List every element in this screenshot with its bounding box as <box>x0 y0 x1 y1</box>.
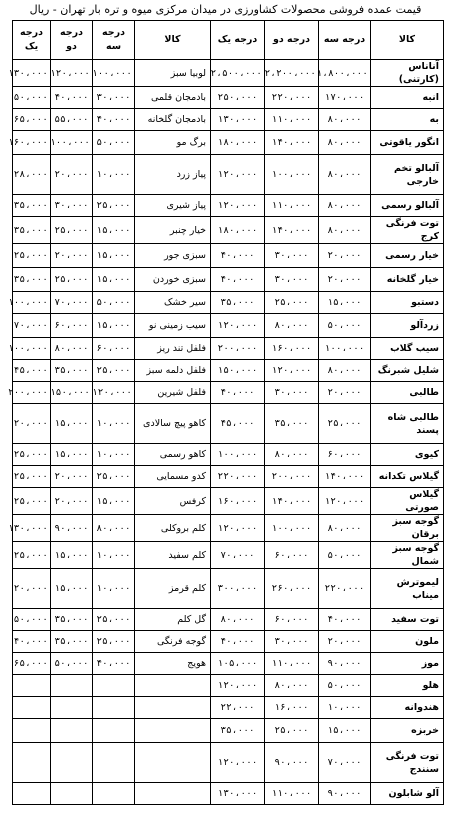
fruit-grade1-cell: ۱۰۰،۰۰۰ <box>211 444 265 466</box>
fruit-name-cell: گوجه سبز برقان <box>371 515 444 542</box>
fruit-name-cell: گیلاس صورتی <box>371 488 444 515</box>
veg-grade2-cell <box>51 697 93 719</box>
fruit-name-cell: آلبالو تخم خارجی <box>371 155 444 195</box>
veg-grade2-cell: ۸۰،۰۰۰ <box>51 338 93 360</box>
veg-grade1-cell: ۲۵،۰۰۰ <box>13 444 51 466</box>
veg-grade3-cell: ۸۰،۰۰۰ <box>93 515 135 542</box>
fruit-grade2-cell: ۲،۲۰۰،۰۰۰ <box>265 60 319 87</box>
fruit-grade3-cell: ۱۰۰،۰۰۰ <box>319 338 371 360</box>
veg-grade1-cell: ۵۰،۰۰۰ <box>13 87 51 109</box>
fruit-grade1-cell: ۱۲۰،۰۰۰ <box>211 195 265 217</box>
fruit-grade3-cell: ۲۰،۰۰۰ <box>319 631 371 653</box>
veg-grade3-cell <box>93 719 135 743</box>
table-row <box>13 268 444 292</box>
fruit-grade1-cell: ۱۲۰،۰۰۰ <box>211 155 265 195</box>
veg-name-cell: فلفل شیرین <box>135 382 211 404</box>
fruit-grade2-cell: ۱۰۰،۰۰۰ <box>265 155 319 195</box>
veg-grade2-cell: ۲۰،۰۰۰ <box>51 244 93 268</box>
fruit-grade3-cell: ۹۰،۰۰۰ <box>319 653 371 675</box>
veg-name-cell: کاهو رسمی <box>135 444 211 466</box>
table-row <box>13 244 444 268</box>
veg-grade3-cell <box>93 743 135 783</box>
veg-name-cell: کدو مسمایی <box>135 466 211 488</box>
page-title: قیمت عمده فروشی محصولات کشاورزی در میدان مرکزی میوه و تره بار تهران - ریال <box>29 3 422 16</box>
veg-grade3-cell <box>93 675 135 697</box>
veg-grade1-cell: ۳۵،۰۰۰ <box>13 195 51 217</box>
table-row <box>13 109 444 131</box>
table-row <box>13 360 444 382</box>
veg-grade3-cell: ۴۰،۰۰۰ <box>93 653 135 675</box>
table-row <box>13 217 444 244</box>
header-fruit-grade1: درجه یک <box>211 21 265 60</box>
fruit-grade2-cell: ۳۰،۰۰۰ <box>265 244 319 268</box>
table-row <box>13 783 444 805</box>
veg-grade3-cell: ۲۵،۰۰۰ <box>93 195 135 217</box>
veg-grade3-cell: ۵۰،۰۰۰ <box>93 131 135 155</box>
table-row <box>13 195 444 217</box>
fruit-name-cell: طالبی شاه پسند <box>371 404 444 444</box>
table-row <box>13 719 444 743</box>
veg-name-cell: هویج <box>135 653 211 675</box>
veg-grade2-cell: ۴۰،۰۰۰ <box>51 87 93 109</box>
fruit-grade1-cell: ۳۰۰،۰۰۰ <box>211 569 265 609</box>
fruit-grade2-cell: ۳۰،۰۰۰ <box>265 268 319 292</box>
veg-name-cell: سیر خشک <box>135 292 211 314</box>
table-row <box>13 466 444 488</box>
fruit-grade3-cell: ۵۰،۰۰۰ <box>319 675 371 697</box>
fruit-grade2-cell: ۸۰،۰۰۰ <box>265 314 319 338</box>
fruit-name-cell: هندوانه <box>371 697 444 719</box>
fruit-grade1-cell: ۱۲۰،۰۰۰ <box>211 743 265 783</box>
table-row <box>13 675 444 697</box>
fruit-grade3-cell: ۲۰،۰۰۰ <box>319 268 371 292</box>
veg-grade1-cell: ۲۵،۰۰۰ <box>13 466 51 488</box>
table-row <box>13 542 444 569</box>
fruit-grade1-cell: ۲،۵۰۰،۰۰۰ <box>211 60 265 87</box>
veg-name-cell: سبزی خوردن <box>135 268 211 292</box>
fruit-grade2-cell: ۳۰،۰۰۰ <box>265 631 319 653</box>
fruit-grade3-cell: ۴۰،۰۰۰ <box>319 609 371 631</box>
veg-name-cell <box>135 743 211 783</box>
table-row <box>13 131 444 155</box>
veg-grade3-cell: ۱۵،۰۰۰ <box>93 488 135 515</box>
veg-name-cell <box>135 719 211 743</box>
veg-grade2-cell: ۳۰،۰۰۰ <box>51 195 93 217</box>
table-row <box>13 60 444 87</box>
veg-grade3-cell: ۱۵،۰۰۰ <box>93 244 135 268</box>
fruit-grade2-cell: ۲۵،۰۰۰ <box>265 292 319 314</box>
header-row <box>13 21 444 60</box>
veg-grade2-cell: ۲۵،۰۰۰ <box>51 217 93 244</box>
fruit-grade3-cell: ۲۰،۰۰۰ <box>319 382 371 404</box>
table-row <box>13 609 444 631</box>
fruit-name-cell: آناناس (کارتنی) <box>371 60 444 87</box>
fruit-grade2-cell: ۱۲۰،۰۰۰ <box>265 360 319 382</box>
veg-grade1-cell: ۲۵،۰۰۰ <box>13 244 51 268</box>
veg-grade1-cell <box>13 783 51 805</box>
veg-grade2-cell <box>51 783 93 805</box>
veg-name-cell: کاهو پیچ سالادی <box>135 404 211 444</box>
fruit-grade2-cell: ۳۰،۰۰۰ <box>265 382 319 404</box>
veg-grade1-cell: ۲۰،۰۰۰ <box>13 569 51 609</box>
fruit-name-cell: گوجه سبز شمال <box>371 542 444 569</box>
veg-grade2-cell: ۱۵،۰۰۰ <box>51 569 93 609</box>
veg-grade3-cell: ۴۰،۰۰۰ <box>93 109 135 131</box>
header-veg-grade2: درجه دو <box>51 21 93 60</box>
veg-name-cell: پیاز زرد <box>135 155 211 195</box>
fruit-name-cell: خربزه <box>371 719 444 743</box>
table-row <box>13 87 444 109</box>
veg-grade3-cell: ۱۰،۰۰۰ <box>93 404 135 444</box>
fruit-grade3-cell: ۱،۸۰۰،۰۰۰ <box>319 60 371 87</box>
header-fruit-name: کالا <box>371 21 444 60</box>
fruit-grade2-cell: ۱۴۰،۰۰۰ <box>265 131 319 155</box>
fruit-grade3-cell: ۸۰،۰۰۰ <box>319 217 371 244</box>
fruit-name-cell: دستبو <box>371 292 444 314</box>
veg-grade3-cell: ۱۵،۰۰۰ <box>93 268 135 292</box>
fruit-name-cell: طالبی <box>371 382 444 404</box>
fruit-name-cell: انبه <box>371 87 444 109</box>
fruit-grade2-cell: ۶۰،۰۰۰ <box>265 609 319 631</box>
fruit-grade1-cell: ۴۰،۰۰۰ <box>211 268 265 292</box>
veg-name-cell <box>135 675 211 697</box>
veg-grade1-cell: ۲۸،۰۰۰ <box>13 155 51 195</box>
fruit-grade1-cell: ۱۲۰،۰۰۰ <box>211 515 265 542</box>
fruit-grade3-cell: ۶۰،۰۰۰ <box>319 444 371 466</box>
table-row <box>13 292 444 314</box>
veg-grade1-cell <box>13 743 51 783</box>
veg-grade1-cell <box>13 675 51 697</box>
veg-name-cell: فلفل دلمه سبز <box>135 360 211 382</box>
veg-grade3-cell: ۲۵،۰۰۰ <box>93 360 135 382</box>
veg-name-cell: برگ مو <box>135 131 211 155</box>
fruit-name-cell: آلو شابلون <box>371 783 444 805</box>
fruit-grade2-cell: ۱۱۰،۰۰۰ <box>265 653 319 675</box>
veg-grade3-cell: ۱۰،۰۰۰ <box>93 569 135 609</box>
fruit-name-cell: لیموترش میناب <box>371 569 444 609</box>
veg-name-cell: کلم بروکلی <box>135 515 211 542</box>
table-row <box>13 155 444 195</box>
veg-grade1-cell: ۷۰،۰۰۰ <box>13 314 51 338</box>
veg-grade3-cell: ۶۰،۰۰۰ <box>93 338 135 360</box>
veg-name-cell: پیاز شیری <box>135 195 211 217</box>
veg-grade2-cell: ۱۰۰،۰۰۰ <box>51 131 93 155</box>
veg-grade1-cell: ۱۰۰،۰۰۰ <box>13 292 51 314</box>
fruit-grade2-cell: ۱۰۰،۰۰۰ <box>265 515 319 542</box>
header-fruit-grade2: درجه دو <box>265 21 319 60</box>
fruit-grade3-cell: ۱۴۰،۰۰۰ <box>319 466 371 488</box>
fruit-name-cell: هلو <box>371 675 444 697</box>
veg-name-cell: گل کلم <box>135 609 211 631</box>
veg-name-cell: فلفل تند ریز <box>135 338 211 360</box>
veg-grade3-cell: ۱۵،۰۰۰ <box>93 314 135 338</box>
fruit-grade2-cell: ۱۱۰،۰۰۰ <box>265 109 319 131</box>
fruit-name-cell: توت فرنگی سنندج <box>371 743 444 783</box>
fruit-grade1-cell: ۲۰۰،۰۰۰ <box>211 338 265 360</box>
veg-grade3-cell: ۲۵،۰۰۰ <box>93 631 135 653</box>
fruit-name-cell: توت فرنگی کرج <box>371 217 444 244</box>
veg-grade2-cell: ۱۵،۰۰۰ <box>51 444 93 466</box>
veg-grade3-cell: ۲۵،۰۰۰ <box>93 466 135 488</box>
fruit-grade3-cell: ۷۰،۰۰۰ <box>319 743 371 783</box>
veg-grade3-cell: ۳۰،۰۰۰ <box>93 87 135 109</box>
veg-grade1-cell: ۲۰،۰۰۰ <box>13 404 51 444</box>
fruit-name-cell: به <box>371 109 444 131</box>
header-veg-grade1: درجه یک <box>13 21 51 60</box>
veg-name-cell: گوجه فرنگی <box>135 631 211 653</box>
table-row <box>13 404 444 444</box>
fruit-grade3-cell: ۲۰،۰۰۰ <box>319 244 371 268</box>
veg-name-cell: سیب زمینی نو <box>135 314 211 338</box>
fruit-grade1-cell: ۴۰،۰۰۰ <box>211 382 265 404</box>
fruit-grade3-cell: ۸۰،۰۰۰ <box>319 195 371 217</box>
table-row <box>13 382 444 404</box>
fruit-grade3-cell: ۸۰،۰۰۰ <box>319 109 371 131</box>
table-row <box>13 653 444 675</box>
veg-grade2-cell: ۲۰،۰۰۰ <box>51 155 93 195</box>
fruit-grade2-cell: ۸۰،۰۰۰ <box>265 675 319 697</box>
veg-grade3-cell: ۱۵،۰۰۰ <box>93 217 135 244</box>
veg-grade3-cell: ۱۲۰،۰۰۰ <box>93 382 135 404</box>
veg-grade1-cell: ۲۵،۰۰۰ <box>13 488 51 515</box>
fruit-grade1-cell: ۲۲۰،۰۰۰ <box>211 466 265 488</box>
fruit-grade3-cell: ۸۰،۰۰۰ <box>319 515 371 542</box>
fruit-grade2-cell: ۱۱۰،۰۰۰ <box>265 783 319 805</box>
fruit-grade1-cell: ۸۰،۰۰۰ <box>211 609 265 631</box>
veg-grade1-cell: ۱۳۰،۰۰۰ <box>13 60 51 87</box>
veg-grade2-cell: ۶۰،۰۰۰ <box>51 314 93 338</box>
fruit-grade2-cell: ۱۴۰،۰۰۰ <box>265 488 319 515</box>
table-row <box>13 697 444 719</box>
fruit-name-cell: آلبالو رسمی <box>371 195 444 217</box>
veg-grade2-cell: ۱۲۰،۰۰۰ <box>51 60 93 87</box>
veg-grade3-cell: ۱۰،۰۰۰ <box>93 444 135 466</box>
fruit-grade1-cell: ۱۲۰،۰۰۰ <box>211 314 265 338</box>
fruit-grade2-cell: ۶۰،۰۰۰ <box>265 542 319 569</box>
fruit-grade1-cell: ۱۸۰،۰۰۰ <box>211 131 265 155</box>
fruit-grade2-cell: ۲۲۰،۰۰۰ <box>265 87 319 109</box>
veg-grade2-cell: ۱۵۰،۰۰۰ <box>51 382 93 404</box>
fruit-name-cell: شلیل شبرنگ <box>371 360 444 382</box>
fruit-grade3-cell: ۱۷۰،۰۰۰ <box>319 87 371 109</box>
veg-grade2-cell: ۲۰،۰۰۰ <box>51 466 93 488</box>
veg-grade3-cell: ۱۰،۰۰۰ <box>93 542 135 569</box>
veg-grade2-cell: ۲۰،۰۰۰ <box>51 488 93 515</box>
fruit-grade1-cell: ۳۵،۰۰۰ <box>211 292 265 314</box>
veg-name-cell <box>135 783 211 805</box>
fruit-grade1-cell: ۴۵،۰۰۰ <box>211 404 265 444</box>
fruit-grade1-cell: ۴۰،۰۰۰ <box>211 631 265 653</box>
table-row <box>13 488 444 515</box>
fruit-name-cell: خیار گلخانه <box>371 268 444 292</box>
fruit-name-cell: ملون <box>371 631 444 653</box>
veg-grade1-cell: ۱۰۰،۰۰۰ <box>13 338 51 360</box>
fruit-name-cell: خیار رسمی <box>371 244 444 268</box>
fruit-grade1-cell: ۱۰۵،۰۰۰ <box>211 653 265 675</box>
fruit-grade3-cell: ۲۵،۰۰۰ <box>319 404 371 444</box>
fruit-name-cell: سیب گلاب <box>371 338 444 360</box>
veg-grade1-cell: ۲۰۰،۰۰۰ <box>13 382 51 404</box>
veg-name-cell: خیار چنبر <box>135 217 211 244</box>
header-fruit-grade3: درجه سه <box>319 21 371 60</box>
fruit-grade1-cell: ۱۳۰،۰۰۰ <box>211 109 265 131</box>
veg-grade2-cell <box>51 719 93 743</box>
fruit-grade1-cell: ۲۵۰،۰۰۰ <box>211 87 265 109</box>
fruit-name-cell: کیوی <box>371 444 444 466</box>
veg-grade3-cell: ۵۰،۰۰۰ <box>93 292 135 314</box>
veg-grade3-cell <box>93 783 135 805</box>
veg-grade3-cell: ۱۰۰،۰۰۰ <box>93 60 135 87</box>
veg-grade2-cell: ۳۵،۰۰۰ <box>51 609 93 631</box>
veg-grade2-cell <box>51 743 93 783</box>
fruit-grade1-cell: ۷۰،۰۰۰ <box>211 542 265 569</box>
fruit-grade2-cell: ۲۵،۰۰۰ <box>265 719 319 743</box>
fruit-name-cell: توت سفید <box>371 609 444 631</box>
veg-name-cell: کرفس <box>135 488 211 515</box>
fruit-grade3-cell: ۸۰،۰۰۰ <box>319 131 371 155</box>
veg-grade3-cell: ۱۰،۰۰۰ <box>93 155 135 195</box>
veg-name-cell: بادمجان قلمی <box>135 87 211 109</box>
veg-grade1-cell: ۶۵،۰۰۰ <box>13 109 51 131</box>
table-row <box>13 743 444 783</box>
fruit-grade1-cell: ۱۲۰،۰۰۰ <box>211 675 265 697</box>
veg-grade1-cell: ۳۵،۰۰۰ <box>13 217 51 244</box>
table-body <box>7 60 444 805</box>
veg-grade1-cell: ۴۵،۰۰۰ <box>13 360 51 382</box>
fruit-grade3-cell: ۸۰،۰۰۰ <box>319 360 371 382</box>
veg-name-cell <box>135 697 211 719</box>
veg-name-cell: کلم سفید <box>135 542 211 569</box>
fruit-grade3-cell: ۸۰،۰۰۰ <box>319 155 371 195</box>
veg-grade1-cell: ۴۰،۰۰۰ <box>13 631 51 653</box>
fruit-grade3-cell: ۵۰،۰۰۰ <box>319 542 371 569</box>
veg-name-cell: بادمجان گلخانه <box>135 109 211 131</box>
veg-grade2-cell: ۱۵،۰۰۰ <box>51 542 93 569</box>
fruit-grade3-cell: ۱۵،۰۰۰ <box>319 719 371 743</box>
veg-grade1-cell: ۲۵،۰۰۰ <box>13 542 51 569</box>
veg-grade1-cell: ۱۳۰،۰۰۰ <box>13 515 51 542</box>
table-row <box>13 444 444 466</box>
fruit-grade2-cell: ۸۰،۰۰۰ <box>265 444 319 466</box>
fruit-grade1-cell: ۱۵۰،۰۰۰ <box>211 360 265 382</box>
veg-grade3-cell <box>93 697 135 719</box>
fruit-grade1-cell: ۴۰،۰۰۰ <box>211 244 265 268</box>
fruit-grade3-cell: ۱۰،۰۰۰ <box>319 697 371 719</box>
fruit-grade1-cell: ۱۳۰،۰۰۰ <box>211 783 265 805</box>
veg-grade3-cell: ۲۵،۰۰۰ <box>93 609 135 631</box>
veg-name-cell: لوبیا سبز <box>135 60 211 87</box>
veg-grade2-cell: ۷۰،۰۰۰ <box>51 292 93 314</box>
table-row <box>13 631 444 653</box>
veg-grade1-cell: ۱۶۰،۰۰۰ <box>13 131 51 155</box>
veg-grade2-cell <box>51 675 93 697</box>
fruit-grade1-cell: ۱۸۰،۰۰۰ <box>211 217 265 244</box>
fruit-grade3-cell: ۱۲۰،۰۰۰ <box>319 488 371 515</box>
fruit-grade2-cell: ۳۵،۰۰۰ <box>265 404 319 444</box>
table-row <box>13 338 444 360</box>
fruit-grade2-cell: ۱۶۰،۰۰۰ <box>265 338 319 360</box>
veg-grade1-cell <box>13 697 51 719</box>
veg-grade2-cell: ۹۰،۰۰۰ <box>51 515 93 542</box>
veg-grade1-cell: ۳۵،۰۰۰ <box>13 268 51 292</box>
fruit-grade2-cell: ۱۴۰،۰۰۰ <box>265 217 319 244</box>
fruit-name-cell: انگور یاقوتی <box>371 131 444 155</box>
veg-grade2-cell: ۵۰،۰۰۰ <box>51 653 93 675</box>
fruit-name-cell: موز <box>371 653 444 675</box>
veg-grade2-cell: ۳۵،۰۰۰ <box>51 360 93 382</box>
fruit-grade2-cell: ۱۶،۰۰۰ <box>265 697 319 719</box>
header-veg-name: کالا <box>135 21 211 60</box>
fruit-grade2-cell: ۹۰،۰۰۰ <box>265 743 319 783</box>
fruit-name-cell: گیلاس تکدانه <box>371 466 444 488</box>
veg-name-cell: کلم قرمز <box>135 569 211 609</box>
veg-grade1-cell <box>13 719 51 743</box>
fruit-grade1-cell: ۲۲،۰۰۰ <box>211 697 265 719</box>
veg-name-cell: سبزی جور <box>135 244 211 268</box>
fruit-grade2-cell: ۲۰۰،۰۰۰ <box>265 466 319 488</box>
fruit-grade2-cell: ۱۱۰،۰۰۰ <box>265 195 319 217</box>
fruit-grade3-cell: ۲۲۰،۰۰۰ <box>319 569 371 609</box>
veg-grade2-cell: ۵۵،۰۰۰ <box>51 109 93 131</box>
fruit-grade2-cell: ۲۶۰،۰۰۰ <box>265 569 319 609</box>
fruit-grade1-cell: ۱۶۰،۰۰۰ <box>211 488 265 515</box>
fruit-grade3-cell: ۱۵،۰۰۰ <box>319 292 371 314</box>
fruit-grade3-cell: ۹۰،۰۰۰ <box>319 783 371 805</box>
header-veg-grade3: درجه سه <box>93 21 135 60</box>
table-row <box>13 314 444 338</box>
veg-grade2-cell: ۱۵،۰۰۰ <box>51 404 93 444</box>
table-row <box>13 515 444 542</box>
fruit-grade1-cell: ۳۵،۰۰۰ <box>211 719 265 743</box>
veg-grade2-cell: ۲۵،۰۰۰ <box>51 268 93 292</box>
table-row <box>13 569 444 609</box>
veg-grade1-cell: ۵۰،۰۰۰ <box>13 609 51 631</box>
fruit-name-cell: زردآلو <box>371 314 444 338</box>
veg-grade1-cell: ۶۵،۰۰۰ <box>13 653 51 675</box>
price-table <box>7 20 444 805</box>
veg-grade2-cell: ۳۵،۰۰۰ <box>51 631 93 653</box>
fruit-grade3-cell: ۵۰،۰۰۰ <box>319 314 371 338</box>
